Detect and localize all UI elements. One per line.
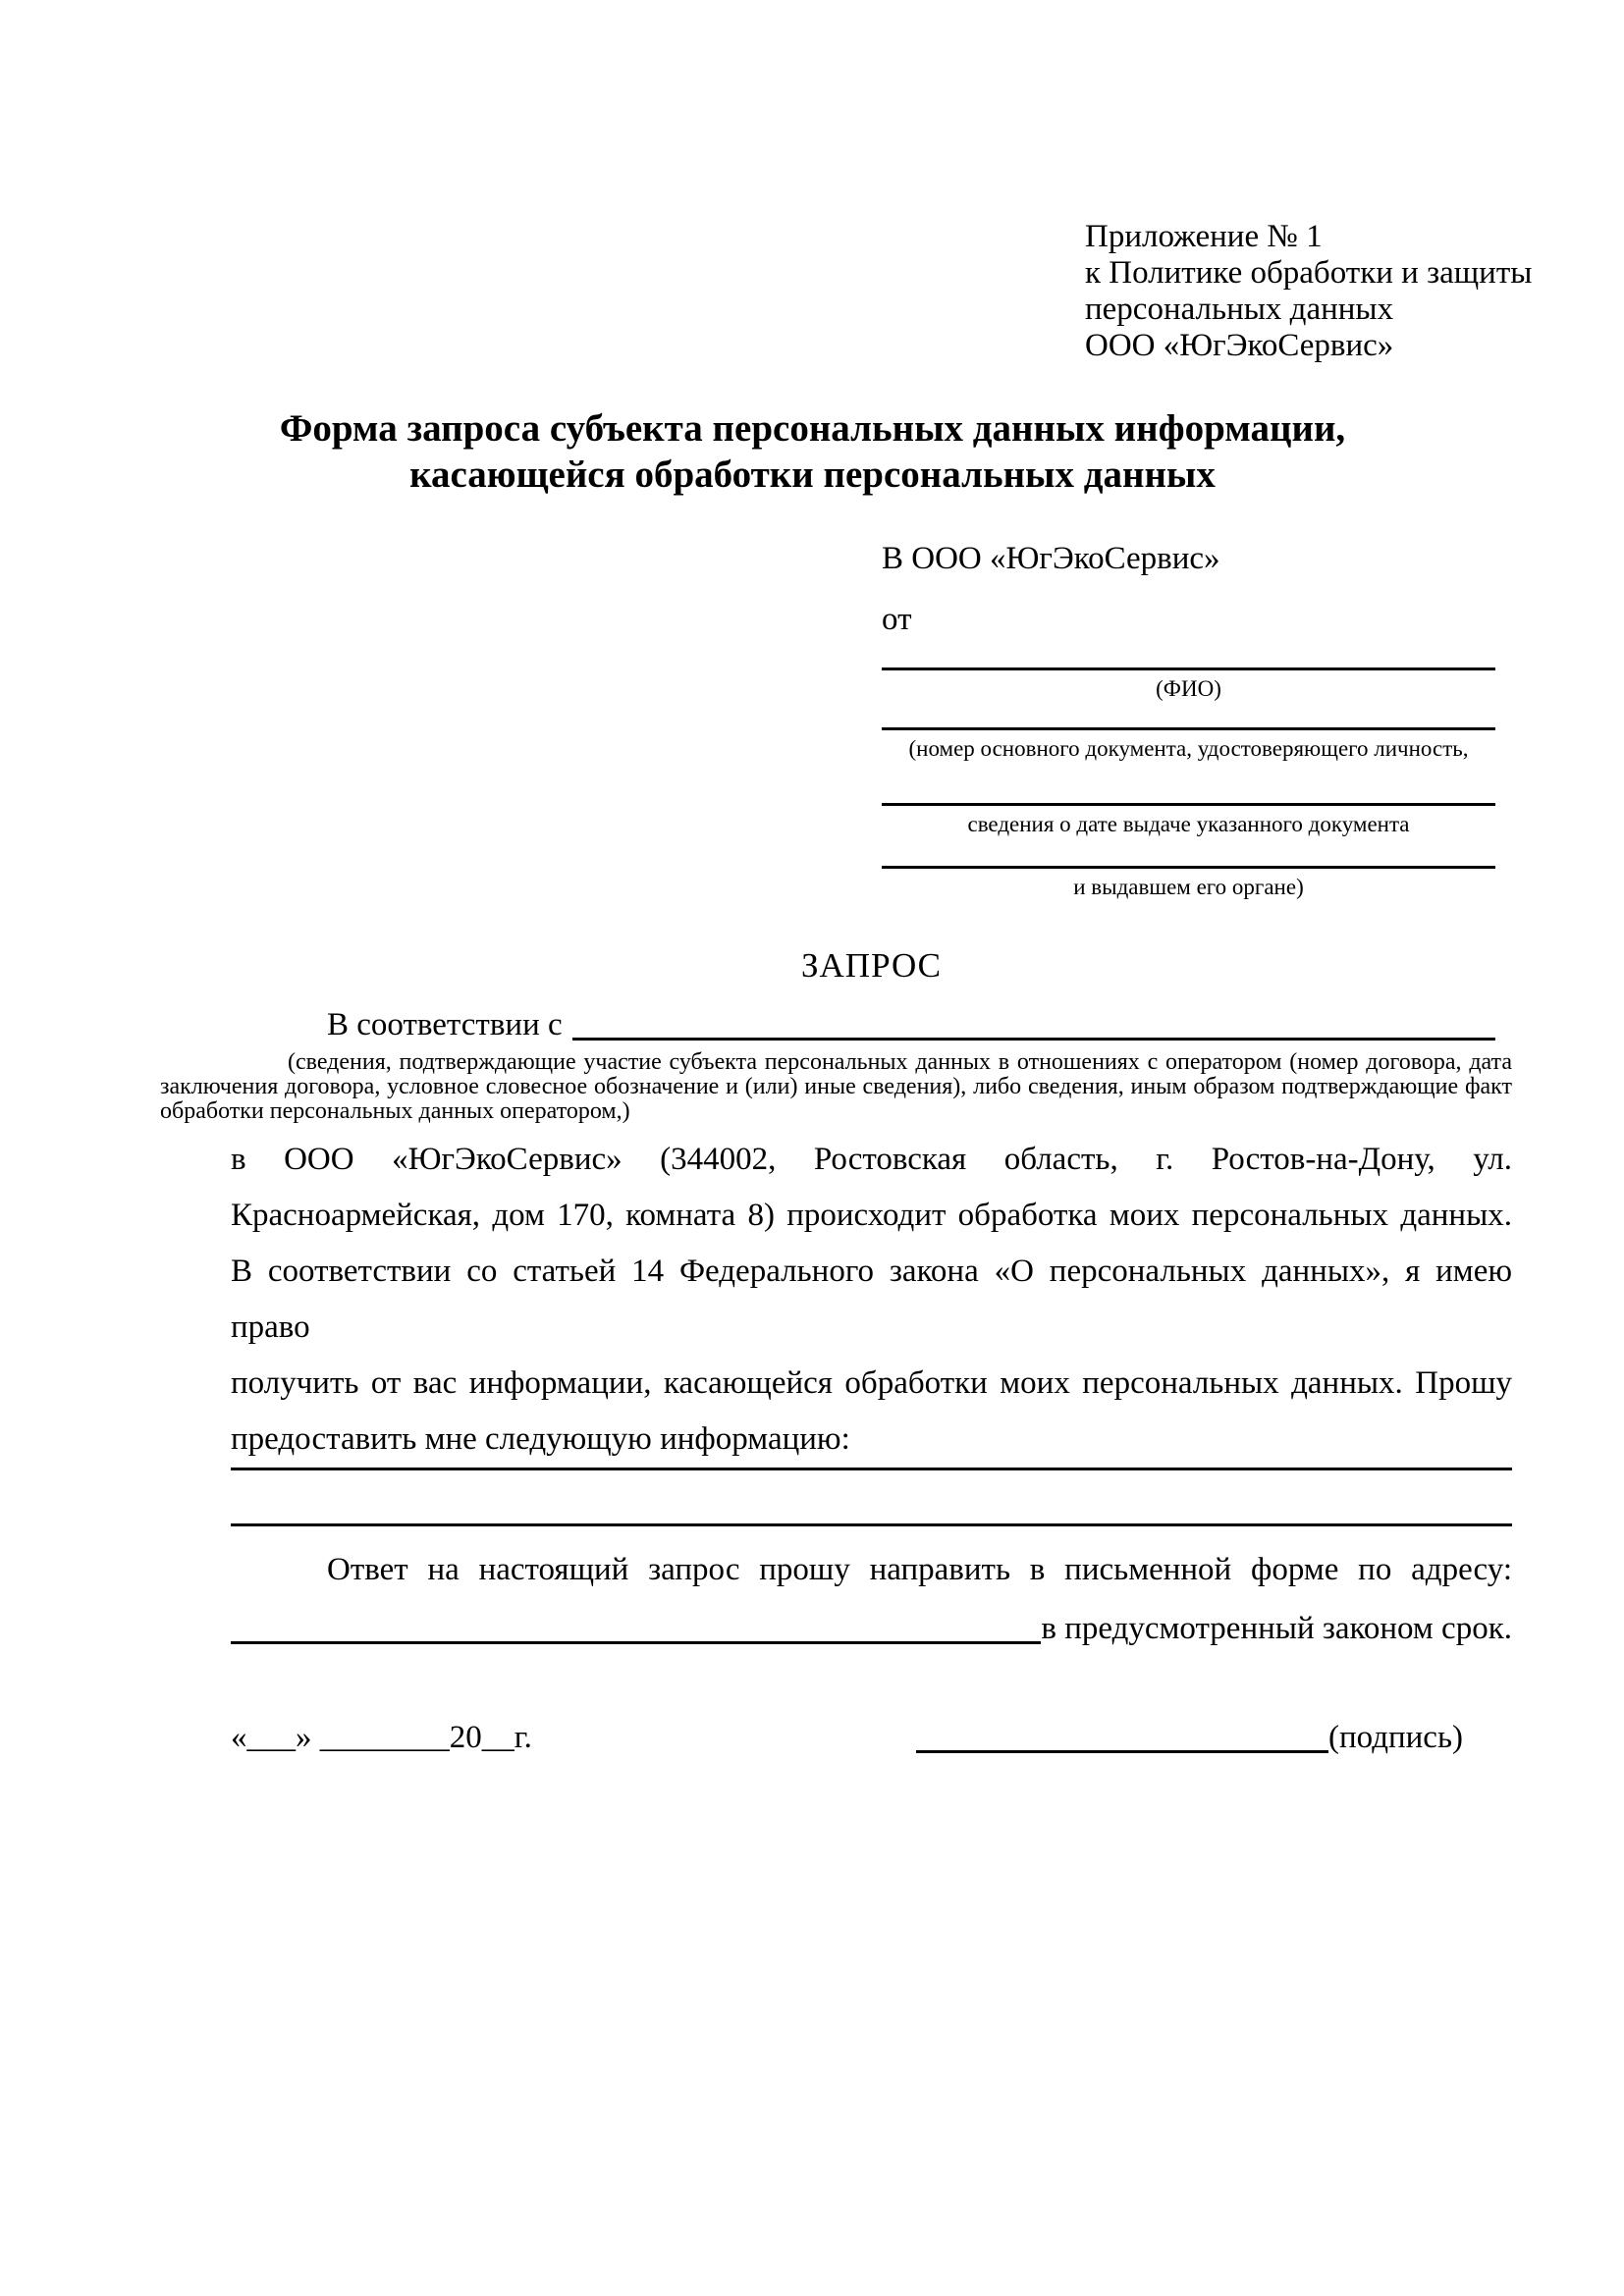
body-line: Красноармейская, дом 170, комната 8) происходит обработка моих персональных данных.	[231, 1198, 1512, 1233]
appendix-note-line: персональных данных	[1085, 292, 1394, 327]
explanatory-note	[160, 1050, 1512, 1124]
date-signature-row	[231, 1716, 1463, 1759]
document-title-line: Форма запроса субъекта персональных данных информации,	[279, 407, 1346, 450]
body-line: предоставить мне следующую информацию:	[231, 1421, 850, 1457]
intro-row	[231, 1003, 1495, 1046]
appendix-note-line: к Политике обработки и защиты	[1085, 255, 1533, 291]
explanatory-note-line: (сведения, подтверждающие участие субъекта персональных данных в отношениях с оператором (номер договора, дата	[288, 1049, 1512, 1075]
appendix-note-line: ООО «ЮгЭкоСервис»	[1085, 328, 1394, 363]
address-fill-line[interactable]	[231, 1641, 1041, 1644]
issuing-authority-fill-line[interactable]	[882, 866, 1495, 869]
issue-date-caption: сведения о дате выдаче указанного документа	[967, 812, 1410, 836]
signature-fill-line[interactable]	[916, 1750, 1328, 1753]
document-title-line: касающейся обработки персональных данных	[409, 454, 1216, 496]
document-number-fill-line[interactable]	[882, 727, 1495, 730]
document-number-caption: (номер основного документа, удостоверяющего личность,	[908, 736, 1469, 761]
issue-date-fill-line[interactable]	[882, 803, 1495, 806]
body-paragraph	[231, 1132, 1512, 1468]
body-line: В соответствии со статьей 14 Федерального закона «О персональных данных», я имею право	[231, 1254, 1512, 1345]
request-heading: ЗАПРОС	[800, 946, 943, 985]
requested-info-fill-line-2[interactable]	[231, 1523, 1512, 1526]
answer-tail: в предусмотренный законом срок.	[1041, 1611, 1512, 1646]
requested-info-fill-line-1[interactable]	[231, 1468, 1512, 1470]
addressee-from-label: от	[882, 602, 912, 637]
explanatory-note-line: заключения договора, условное словесное обозначение и (или) иные сведения), либо сведения, иным образом подтверждающие факт	[160, 1074, 1512, 1099]
fio-caption: (ФИО)	[1156, 676, 1221, 701]
signature-caption: (подпись)	[1328, 1720, 1463, 1755]
date-blank[interactable]: «___» ________20__г.	[231, 1720, 532, 1755]
document-title	[143, 405, 1482, 498]
explanatory-note-line: обработки персональных данных оператором,)	[160, 1098, 630, 1124]
fio-fill-line[interactable]	[882, 667, 1495, 670]
addressee-block	[882, 539, 1495, 912]
signature-group	[916, 1716, 1463, 1759]
body-line: в ООО «ЮгЭкоСервис» (344002, Ростовская область, г. Ростов-на-Дону, ул.	[231, 1142, 1512, 1177]
answer-address-row	[231, 1607, 1512, 1650]
appendix-note-line: Приложение № 1	[1085, 219, 1323, 254]
appendix-note	[1085, 219, 1532, 364]
issuing-authority-caption: и выдавшем его органе)	[1073, 875, 1304, 899]
body-line: получить от вас информации, касающейся обработки моих персональных данных. Прошу	[231, 1365, 1512, 1401]
addressee-organization: В ООО «ЮгЭкоСервис»	[882, 541, 1220, 576]
basis-fill-line[interactable]	[572, 1038, 1495, 1041]
answer-intro: Ответ на настоящий запрос прошу направить в письменной форме по адресу:	[327, 1552, 1512, 1587]
intro-label: В соответствии с	[327, 1007, 563, 1042]
